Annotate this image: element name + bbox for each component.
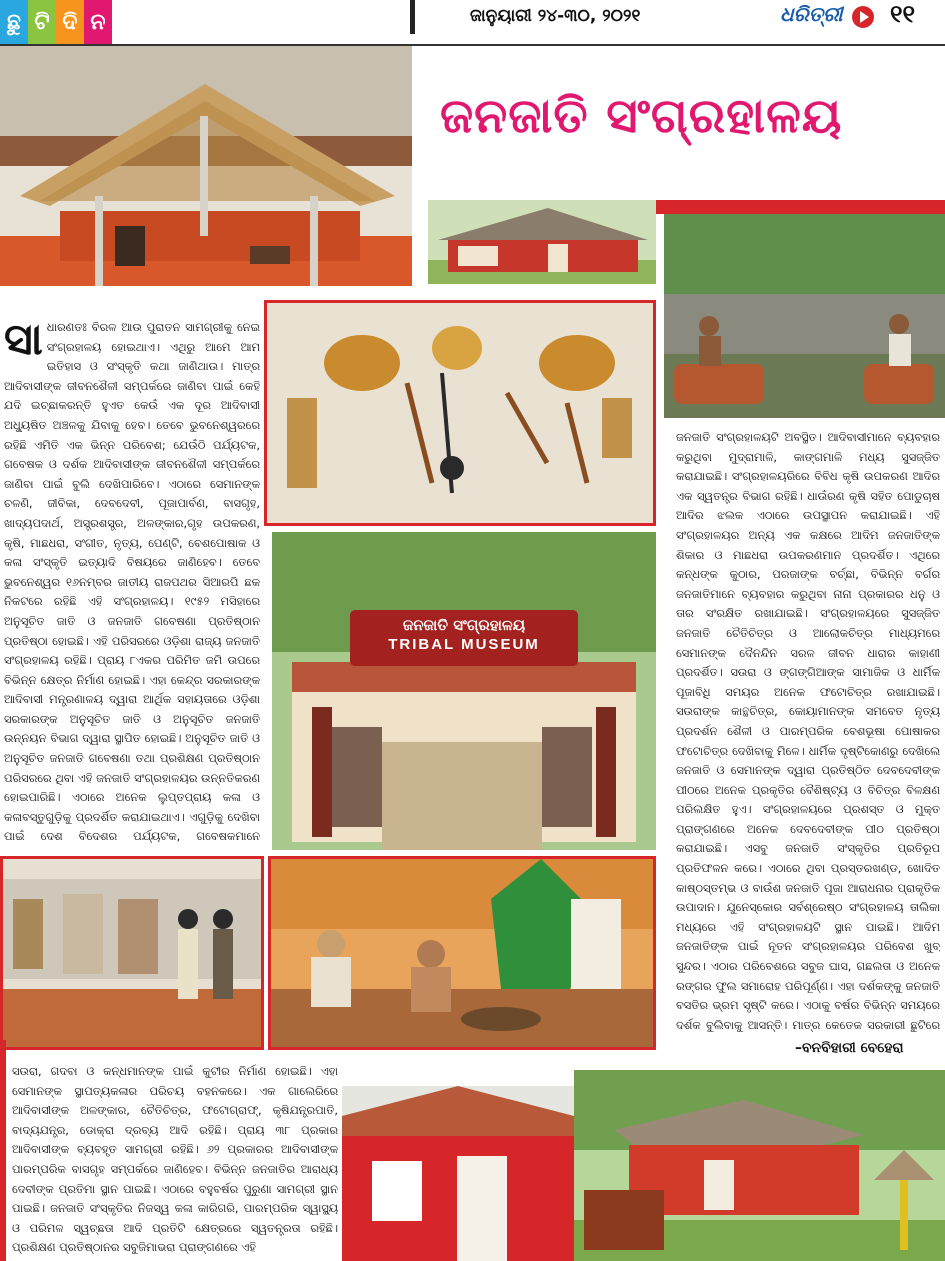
issue-date: ଜାନୁୟାରୀ ୨୪-୩୦, ୨୦୨୧ (470, 6, 641, 26)
photo-thatched-village (574, 1070, 945, 1261)
article-column-2 (676, 428, 940, 1038)
section-logo (0, 0, 112, 44)
article-column-2-text: ଜନଜାତି ସଂଗ୍ରହାଳୟଟି ଅବସ୍ଥିତ। ଆଦିବାସୀମାନେ ବ୍ୟବହାର କରୁଥିବା ମୁଦ୍ରାମାଳି, କାଙ୍ଗମାଳି ମଧ୍ୟ ସୁସଜ୍ଜିତ କରାଯାଇଛି। ସଂଗ୍ରହାଳୟରିରେ ବିବିଧ କୃଷି ଉପକରଣ ଆଦିର ଏକ ସ୍ୱତନ୍ତ୍ର ବିଭାଗ ରହିଛି। ଧାଉଁରଣ କୃଷି ସହିତ ପୋଡୁଚାଷ ଆଦିର ଝଲକ ଏଠାରେ ଉପସ୍ଥାପନ କରାଯାଇଛି। ଏହି ସଂଗ୍ରହାଳୟର ଅନ୍ୟ ଏକ କକ୍ଷରେ ଆଦିମ ଜନଜାତିଙ୍କ ଶିକାର ଓ ମାଛଧରା ଉପକରଣମାନ ପ୍ରଦର୍ଶିତ। ଏଥିରେ କନ୍ଧଙ୍କ କୁଠାର, ପରଜାଙ୍କ ବର୍ଚ୍ଛା, ବିଭିନ୍ନ ବର୍ଗର ଜନଜାତିମାନେ ବ୍ୟବହାର କରୁଥିବା ନାନା ପ୍ରକାରର ଧନୁ ଓ ତାର ସଂରକ୍ଷିତ ରଖାଯାଇଛି। ସଂଗ୍ରହାଳୟରେ ସୁସଜ୍ଜିତ ଜନଜାତି ଚୈତିଚିତ୍ର ଓ ଆଲୋକଚିତ୍ର ମାଧ୍ୟମରେ ସେମାନଙ୍କ ଦୈନନ୍ଦିନ ସରଳ ଜୀବନ ଧାରାର କାହାଣୀ ପ୍ରଦର୍ଶିତ। ସଉରା ଓ ଙ୍ଗଙ୍ଗିଆଙ୍କ ସାମାଜିକ ଓ ଧାର୍ମିକ ପୂଜାବିଧି ସମୟର ଅନେକ ଫଟୋଚିତ୍ର ରଖାଯାଇଛି। ସଉରାଙ୍କ କାନ୍ଥଚିତ୍ର, କୋୟାମାନଙ୍କ ସମବେତ ନୃତ୍ୟ ପ୍ରଦର୍ଶନ ଶୈଳୀ ଓ ପାରମ୍ପରିକ ବେଶଭୂଷା ପୋଷାକର ଫଟୋଚିତ୍ର ଦେଖିବାକୁ ମିଳେ। ଧାର୍ମିକ ଦୃଷ୍ଟିକୋଣରୁ ଦେଖିଲେ ଜନଜାତି ଓ ସେମାନଙ୍କ ଦ୍ୱାରା ପ୍ରତିଷ୍ଠିତ ଦେବଦେବୀଙ୍କ ପୀଠରେ ଅନେକ ପ୍ରକୃତିର ବୈଶିଷ୍ଟ୍ୟ ଓ ବିଚିତ୍ର ବିଳକ୍ଷଣ ପରିଲକ୍ଷିତ ହୁଏ। ସଂଗ୍ରହାଳୟରେ ପ୍ରଶସ୍ତ ଓ ମୁକ୍ତ ପ୍ରାଙ୍ଗଣରେ ଅନେକ ଦେବଦେବୀଙ୍କ ପୀଠ ପ୍ରତିଷ୍ଠା କରାଯାଇଛି। ଏସବୁ ଜନଜାତି ସଂସ୍କୃତିର ପ୍ରତିରୂପ ପ୍ରତିଫଳନ କରେ। ଏଠାରେ ଥିବା ପ୍ରସ୍ତରଖଣ୍ଡ, ଖୋଦିତ କାଷ୍ଠସ୍ତମ୍ଭ ଓ ବାଉଁଶ ଜନଜାତି ପୂଜା ଆରାଧନାର ପ୍ରାକୃତିକ ଉପାଦାନ। ଯୁନେସ୍କୋର ସର୍ବଶ୍ରେଷ୍ଠ ସଂଗ୍ରହାଳୟ ତାଲିକା ମଧ୍ୟରେ ଏହି ସଂଗ୍ରହାଳୟଟି ସ୍ଥାନ ପାଇଛି। ଆଦିମ ଜନଜାତିଙ୍କ ପାଇଁ ନୂତନ ସଂଗ୍ରହାଳୟର ପରିବେଶ ଖୁବ୍ ସୁନ୍ଦର। ଏଠାର ପରିବେଶରେ ସବୁଜ ଘାସ, ଗଛଲତା ଓ ଅନେକ ରଙ୍ଗର ଫୁଲ ସମାରୋହ ପରିପୂର୍ଣ୍ଣ। ଏହା ଦର୍ଶକଙ୍କୁ ଜନଜାତି ବସତିର ଭ୍ରମ ସୃଷ୍ଟି କରେ। ଏଠାକୁ ବର୍ଷର ବିଭିନ୍ନ ସମୟରେ ଦର୍ଶକ ବୁଲିବାକୁ ଆସନ୍ତି। ମାତ୍ର କେତେକ ସରକାରୀ ଛୁଟିରେ (676, 430, 940, 1032)
photo-tribal-diorama (268, 856, 656, 1050)
photo-wall-artifacts (264, 300, 656, 526)
thatched-village-illustration (574, 1070, 945, 1261)
thatched-shelter-illustration (0, 46, 412, 292)
photo-red-cottage (428, 200, 656, 284)
brand-logo: ଧରିତ୍ରୀ (780, 2, 843, 26)
photo-costume-gallery (0, 856, 264, 1050)
red-cottage-illustration (428, 200, 656, 284)
section-logo-letter: ଦି (56, 0, 84, 44)
museum-sign (350, 610, 578, 666)
article-column-1 (4, 318, 260, 848)
headline: ଜନଜାତି ସଂଗ୍ରହାଳୟ (440, 88, 843, 144)
article-column-1-text: ଧାରଣତଃ ବିରଳ ଆଉ ପୁରାତନ ସାମଗ୍ରୀକୁ ନେଇ ସଂଗ୍ରହାଳୟ ହୋଇଥାଏ। ଏଥିରୁ ଆମେ ଆମ ଇତିହାସ ଓ ସଂସ୍କୃତି କଥା ଜାଣିଥାଉ। ମାତ୍ର ଆଦିବାସୀଙ୍କ ଜୀବନଶୈଳୀ ସମ୍ପର୍କରେ ଜାଣିବା ପାଇଁ କେହି ଯଦି ଇଚ୍ଛାକରନ୍ତି ହୁଏତ କେଉଁ ଏକ ଦୂର ଆଦିବାସୀ ଅଧ୍ୟୁଷିତ ଅଞ୍ଚଳକୁ ଯିବାକୁ ହେବ। ତେବେ ଭୁବନେଶ୍ୱରରେ ରହିଛି ଏମିତି ଏକ ଭିନ୍ନ ପରିବେଶ; ଯେଉଁଠି ପର୍ଯ୍ୟଟକ, ଗବେଷକ ଓ ଦର୍ଶକ ଆଦିବାସୀଙ୍କ ଜୀବନଶୈଳୀ ସମ୍ପର୍କରେ ଜାଣିବା ପାଇଁ ବୁଲି ଦେଖିପାରିବେ। ଏଠାରେ ସେମାନଙ୍କ ଚଳଣି, ଜୀବିକା, ଦେବଦେବୀ, ପୂଜାପାର୍ବଣ, ବାସଗୃହ, ଖାଦ୍ୟପଦାର୍ଥ, ଅସ୍ତ୍ରଶସ୍ତ୍ର, ଅଳଙ୍କାର,ଗୃହ ଉପକରଣ, କୃଷି, ମାଛଧରା, ସଂଗୀତ, ନୃତ୍ୟ, ପେଣ୍ଟି, ବେଶପୋଷାକ ଓ କଳା ସଂସ୍କୃତି ଇତ୍ୟାଦି ବିଷୟରେ ଜାଣିହେବ। ତେବେ ଭୁବନେଶ୍ୱର ୧୬ନମ୍ବର ଜାତୀୟ ରାଜପଥର ସିଆରପି ଛକ ନିକଟରେ ରହିଛି ଏହି ସଂଗ୍ରହାଳୟ। ୧୯୫୨ ମସିହାରେ ଅନୁସୂଚିତ ଜାତି ଓ ଜନଜାତି ଗବେଷଣା ପ୍ରତିଷ୍ଠାନ ପ୍ରତିଷ୍ଠା ହୋଇଛି। ଏହି ପରିସରରେ ଓଡ଼ିଶା ରାଜ୍ୟ ଜନଜାତି ସଂଗ୍ରହାଳୟ ରହିଛି। ପ୍ରାୟ ୮ଏକର ପରିମିତ ଜମି ଉପରେ ବିଭିନ୍ନ କ୍ଷେତ୍ର ନିର୍ମାଣ ହୋଇଛି। ଏହା କେନ୍ଦ୍ର ସରକାରଙ୍କ ଆଦିବାସୀ ମନ୍ତ୍ରଣାଳୟ ଦ୍ୱାରା ଆର୍ଥିକ ସହାୟତାରେ ଓଡ଼ିଶା ସରକାରଙ୍କ ଅନୁସୂଚିତ ଜାତି ଓ ଅନୁସୂଚିତ ଜନଜାତି ଉନ୍ନୟନ ବିଭାଗ ଦ୍ୱାରା ସ୍ଥାପିତ ହୋଇଛି। ଅନୁସୂଚିତ ଜାତି ଓ ଅନୁସୂଚିତ ଜନଜାତି ଗବେଷଣା ତଥା ପ୍ରଶିକ୍ଷଣ ପ୍ରତିଷ୍ଠାନ ପରିସରରେ ଥିବା ଏହି ଜନଜାତି ସଂଗ୍ରହାଳୟର ଉନ୍ନତିକରଣ ହୋଇପାରିଛି। ଏଠାରେ ଅନେକ ଲୁପ୍ତପ୍ରାୟ କଳା ଓ କଳାବସ୍ତୁଗୁଡ଼ିକୁ ପ୍ରଦର୍ଶିତ କରାଯାଇଥାଏ। ଏଗୁଡ଼ିକୁ ଦେଖିବା ପାଇଁ ଦେଶ ବିଦେଶର ପର୍ଯ୍ୟଟକ, ଗବେଷକମାନେ (4, 320, 260, 844)
section-logo-letter: ଟି (28, 0, 56, 44)
museum-gate-illustration (272, 532, 656, 850)
garden-statues-illustration (664, 214, 945, 418)
page-number: ୧୧ (890, 0, 916, 28)
byline: –ବନବିହାରୀ ବେହେରା (795, 1040, 904, 1056)
red-hut-illustration (342, 1086, 574, 1261)
red-frame-band (656, 200, 945, 214)
dropcap: ସା (4, 318, 43, 365)
photo-museum-gate (272, 532, 656, 850)
red-side-strip (0, 1040, 6, 1261)
costume-gallery-illustration (3, 859, 261, 1047)
section-logo-letter: ନ (84, 0, 112, 44)
play-arrow-icon (852, 6, 874, 28)
museum-sign-odia: ଜନଜାତି ସଂଗ୍ରହାଳୟ (402, 616, 526, 634)
photo-red-hut (342, 1086, 574, 1261)
article-column-3 (12, 1062, 338, 1258)
header-divider (410, 0, 415, 34)
photo-thatched-shelter (0, 46, 412, 292)
photo-garden-statues (664, 214, 945, 418)
wall-artifacts-illustration (267, 303, 653, 523)
tribal-diorama-illustration (271, 859, 653, 1047)
museum-sign-english: TRIBAL MUSEUM (388, 636, 540, 653)
section-logo-letter: ଛୁ (0, 0, 28, 44)
article-column-3-text: ସଉରା, ଗଦବା ଓ କନ୍ଧମାନଙ୍କ ପାଇଁ କୁଟୀର ନିର୍ମାଣ ହୋଇଛି। ଏହା ସେମାନଙ୍କ ସ୍ଥାପତ୍ୟକଳାର ପରିଚୟ ବହନକରେ। ଏକ ଗାଲେରିରେ ଆଦିବାସୀଙ୍କ ଅଳଙ୍କାର, ଚୈତିଚିତ୍ର, ଫଟୋଗ୍ରାଫ୍, କୃଷିଯନ୍ତ୍ରପାତି, ବାଦ୍ୟଯନ୍ତ୍ର, ଡୋକ୍ରା ଦ୍ରବ୍ୟ ଆଦି ରହିଛି। ପ୍ରାୟ ୩୮ ପ୍ରକାର ଆଦିବାସୀଙ୍କ ବ୍ୟବହୃତ ସାମଗ୍ରୀ ରହିଛି। ୬୨ ପ୍ରକାରର ଆଦିବାସୀଙ୍କ ପାରମ୍ପରିକ ବାସଗୃହ ସମ୍ପର୍କରେ ଜାଣିହେବ। ବିଭିନ୍ନ ଜନଜାତିର ଆରାଧ୍ୟ ଦେବୀଙ୍କ ପ୍ରତିମା ସ୍ଥାନ ପାଇଛି। ଏଠାରେ ବହୁବର୍ଷର ପୁରୁଣା ସାମଗ୍ରୀ ସ୍ଥାନ ପାଇଛି। ଜନଜାତି ସଂସ୍କୃତିର ନିଜସ୍ୱ କଳା କାରିଗରି, ପାରମ୍ପରିକ ସ୍ୱାସ୍ଥ୍ୟ ଓ ପରିମଳ ସ୍ୱଚ୍ଛତା ଆଦି ପ୍ରତିଟି କ୍ଷେତ୍ରରେ ସ୍ୱତନ୍ତ୍ରତା ରହିଛି। ପ୍ରଶିକ୍ଷଣ ପ୍ରତିଷ୍ଠାନର ସବୁଜିମାଭରା ପ୍ରାଙ୍ଗଣରେ ଏହି (12, 1064, 338, 1255)
